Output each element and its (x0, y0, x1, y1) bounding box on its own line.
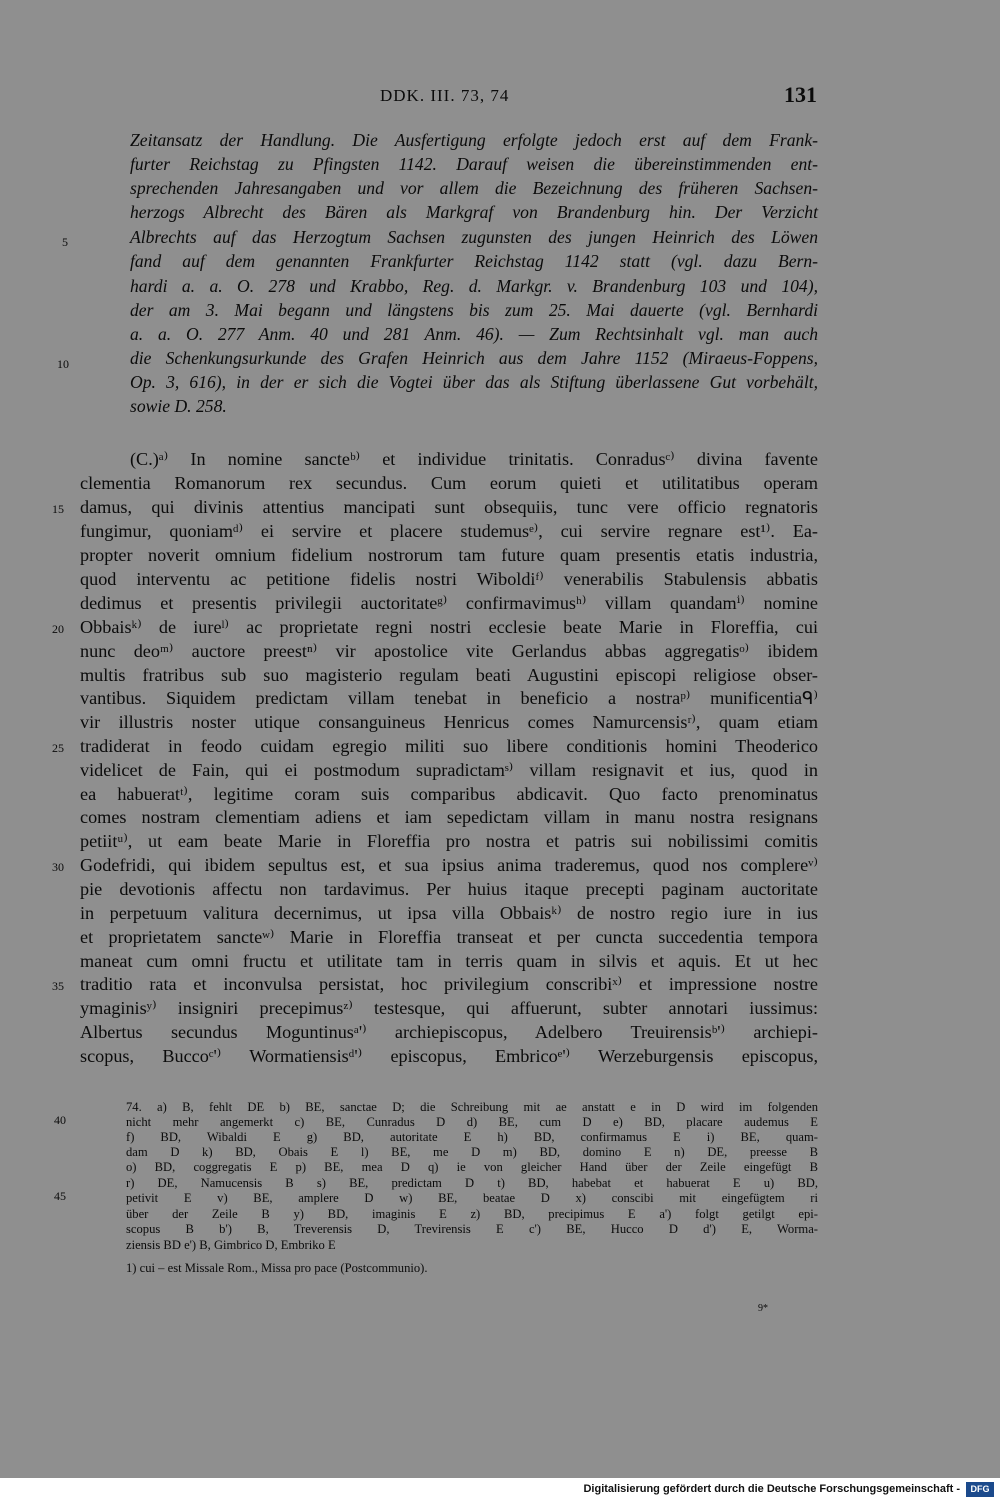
main-text-line: nunc deoᵐ⁾ auctore preestⁿ⁾ vir apostolice vite Gerlandus abbas aggregatisᵒ⁾ ibidem (80, 641, 818, 661)
commentary-line: der am 3. Mai begann und längstens bis zum 25. Mai dauerte (vgl. Bernhardi (130, 300, 818, 320)
main-text-line: propter noverit omnium fidelium nostrorum tam future quam presentis etatis industria, (80, 545, 818, 565)
main-text-line: fungimur, quoniamᵈ⁾ ei servire et placere studemusᵉ⁾, cui servire regnare est¹⁾. Ea- (80, 521, 818, 541)
apparatus-line: o) BD, coggregatis E p) BE, mea D q) ie von gleicher Hand über der Zeile eingefügt B (126, 1160, 818, 1174)
main-text-line: vir illustris noster utique consanguineus Henricus comes Namurcensisʳ⁾, quam etiam (80, 712, 818, 732)
commentary-line: die Schenkungsurkunde des Grafen Heinrich aus dem Jahre 1152 (Miraeus-Foppens, (130, 348, 818, 368)
footer-credit: Digitalisierung gefördert durch die Deutsche Forschungsgemeinschaft - (583, 1483, 960, 1495)
apparatus-line: ziensis BD e') B, Gimbrico D, Embriko E (126, 1238, 336, 1252)
commentary-line: hardi a. a. O. 278 und Krabbo, Reg. d. Markgr. v. Brandenburg 103 und 104), (130, 276, 818, 296)
apparatus-line: dam D k) BD, Obais E l) BE, me D m) BD, domino E n) DE, preesse B (126, 1145, 818, 1159)
main-text-line: pie devotionis affectu non tardavimus. Per huius itaque precepti paginam auctoritate (80, 879, 818, 899)
commentary-line: Op. 3, 616), in der er sich die Vogtei über das als Stiftung überlassene Gut vorbehält, (130, 372, 818, 392)
line-number: 20 (52, 622, 64, 636)
main-text-line: et proprietatem sancteʷ⁾ Marie in Floreffia transeat et per cuncta succedentia tempora (80, 927, 818, 947)
main-text-line: traditio rata et inconvulsa persistat, hoc privilegium conscribiˣ⁾ et impressione nostre (80, 974, 818, 994)
main-text-line: videlicet de Fain, qui ei postmodum supradictamˢ⁾ villam resignavit et ius, quod in (80, 760, 818, 780)
commentary-line: sowie D. 258. (130, 396, 227, 416)
main-text-line: comes nostram clementiam adiens et iam sepedictam villam in manu nostra resignans (80, 807, 818, 827)
apparatus-line: 74. a) B, fehlt DE b) BE, sanctae D; die Schreibung mit ae anstatt e in D wird im folgenden (126, 1100, 818, 1114)
dfg-logo-icon: DFG (966, 1482, 994, 1497)
commentary-line: herzogs Albrecht des Bären als Markgraf von Brandenburg hin. Der Verzicht (130, 202, 818, 222)
commentary-line: furter Reichstag zu Pfingsten 1142. Darauf weisen die übereinstimmenden ent- (130, 154, 818, 174)
main-text-line: (C.)ᵃ⁾ In nomine sancteᵇ⁾ et individue trinitatis. Conradusᶜ⁾ divina favente (130, 449, 818, 469)
apparatus-line: r) DE, Namucensis B s) BE, predictam D t) BD, habebat et habuerat E u) BD, (126, 1176, 818, 1190)
main-text-line: ea habueratᵗ⁾, legitime coram suis comparibus abdicavit. Quo facto prenominatus (80, 784, 818, 804)
main-text-line: petiitᵘ⁾, ut eam beate Marie in Floreffia pro nostra et patris sui nobilissimi comitis (80, 831, 818, 851)
line-number: 35 (52, 979, 64, 993)
apparatus-line: petivit E v) BE, amplere D w) BE, beatae D x) conscibi mit eingefügtem ri (126, 1191, 818, 1205)
line-number: 5 (62, 235, 68, 249)
main-text-line: Obbaisᵏ⁾ de iureˡ⁾ ac proprietate regni nostri ecclesie beate Marie in Floreffia, cui (80, 617, 819, 637)
main-text-line: damus, qui divinis attentius mancipati sunt obsequiis, tunc vere officio regnatoris (80, 497, 818, 517)
main-text-line: in perpetuum valitura decernimus, ut ipsa villa Obbaisᵏ⁾ de nostro regio iure in ius (80, 903, 818, 923)
line-number: 45 (54, 1189, 66, 1203)
line-number: 25 (52, 741, 64, 755)
apparatus-line: scopus B b') B, Treverensis D, Trevirensis E c') BE, Hucco D d') E, Worma- (126, 1222, 818, 1236)
main-text-line: quod interventu ac petitione fidelis nostri Wiboldiᶠ⁾ venerabilis Stabulensis abbatis (80, 569, 818, 589)
running-head: DDK. III. 73, 74 (380, 86, 510, 105)
main-text-line: dedimus et presentis privilegii auctoritateᵍ⁾ confirmavimusʰ⁾ villam quandamⁱ⁾ nomine (80, 593, 818, 613)
commentary-line: Albrechts auf das Herzogtum Sachsen zugunsten des jungen Heinrich des Löwen (130, 227, 818, 247)
line-number: 10 (57, 357, 69, 371)
apparatus-line: nicht mehr angemerkt c) BE, Cunradus D d) BE, cum D e) BD, placare audemus E (126, 1115, 818, 1129)
footer-bar (0, 1478, 1000, 1502)
main-text-line: Godefridi, qui ibidem sepultus est, et sua ipsius anima traderemus, quod nos complereᵛ⁾ (80, 855, 818, 875)
line-number: 15 (52, 502, 64, 516)
apparatus-line: über der Zeile B y) BD, imaginis E z) BD, precipimus E a') folgt getilgt epi- (126, 1207, 818, 1221)
main-text-line: clementia Romanorum rex secundus. Cum eorum quieti et utilitatibus operam (80, 473, 818, 493)
main-text-line: multis fratribus sub suo magisterio regulam beati Augustini episcopi religiose obser- (80, 665, 818, 685)
main-text-line: scopus, Buccoᶜ'⁾ Wormatiensisᵈ'⁾ episcopus, Embricoᵉ'⁾ Werzeburgensis episcopus, (80, 1046, 818, 1066)
footnote: 1) cui – est Missale Rom., Missa pro pace (Postcommunio). (126, 1261, 428, 1275)
signature-mark: 9* (758, 1303, 768, 1314)
main-text-line: tradiderat in feodo cuidam egregio militi suo libere conditionis homini Theoderico (80, 736, 818, 756)
main-text-line: ymaginisʸ⁾ insigniri precepimusᶻ⁾ testesque, qui affuerunt, subter annotari iussimus: (80, 998, 818, 1018)
commentary-line: sprechenden Jahresangaben und vor allem die Bezeichnung des früheren Sachsen- (130, 178, 818, 198)
line-number: 30 (52, 860, 64, 874)
main-text-line: maneat cum omni fructu et utilitate tam in terris quam in silvis et aquis. Et ut hec (80, 951, 818, 971)
commentary-line: fand auf dem genannten Frankfurter Reichstag 1142 statt (vgl. dazu Bern- (130, 251, 818, 271)
line-number: 40 (54, 1113, 66, 1127)
page-number: 131 (784, 82, 817, 107)
apparatus-line: f) BD, Wibaldi E g) BD, autoritate E h) BD, confirmamus E i) BE, quam- (126, 1130, 818, 1144)
commentary-line: Zeitansatz der Handlung. Die Ausfertigung erfolgte jedoch erst auf dem Frank- (130, 130, 818, 150)
commentary-line: a. a. O. 277 Anm. 40 und 281 Anm. 46). — Zum Rechtsinhalt vgl. man auch (130, 324, 818, 344)
main-text-line: Albertus secundus Moguntinusᵃ'⁾ archiepiscopus, Adelbero Treuirensisᵇ'⁾ archiepi- (80, 1022, 818, 1042)
main-text-line: vantibus. Siquidem predictam villam tenebat in beneficio a nostraᵖ⁾ munificentiaᑫ⁾ (80, 688, 818, 708)
